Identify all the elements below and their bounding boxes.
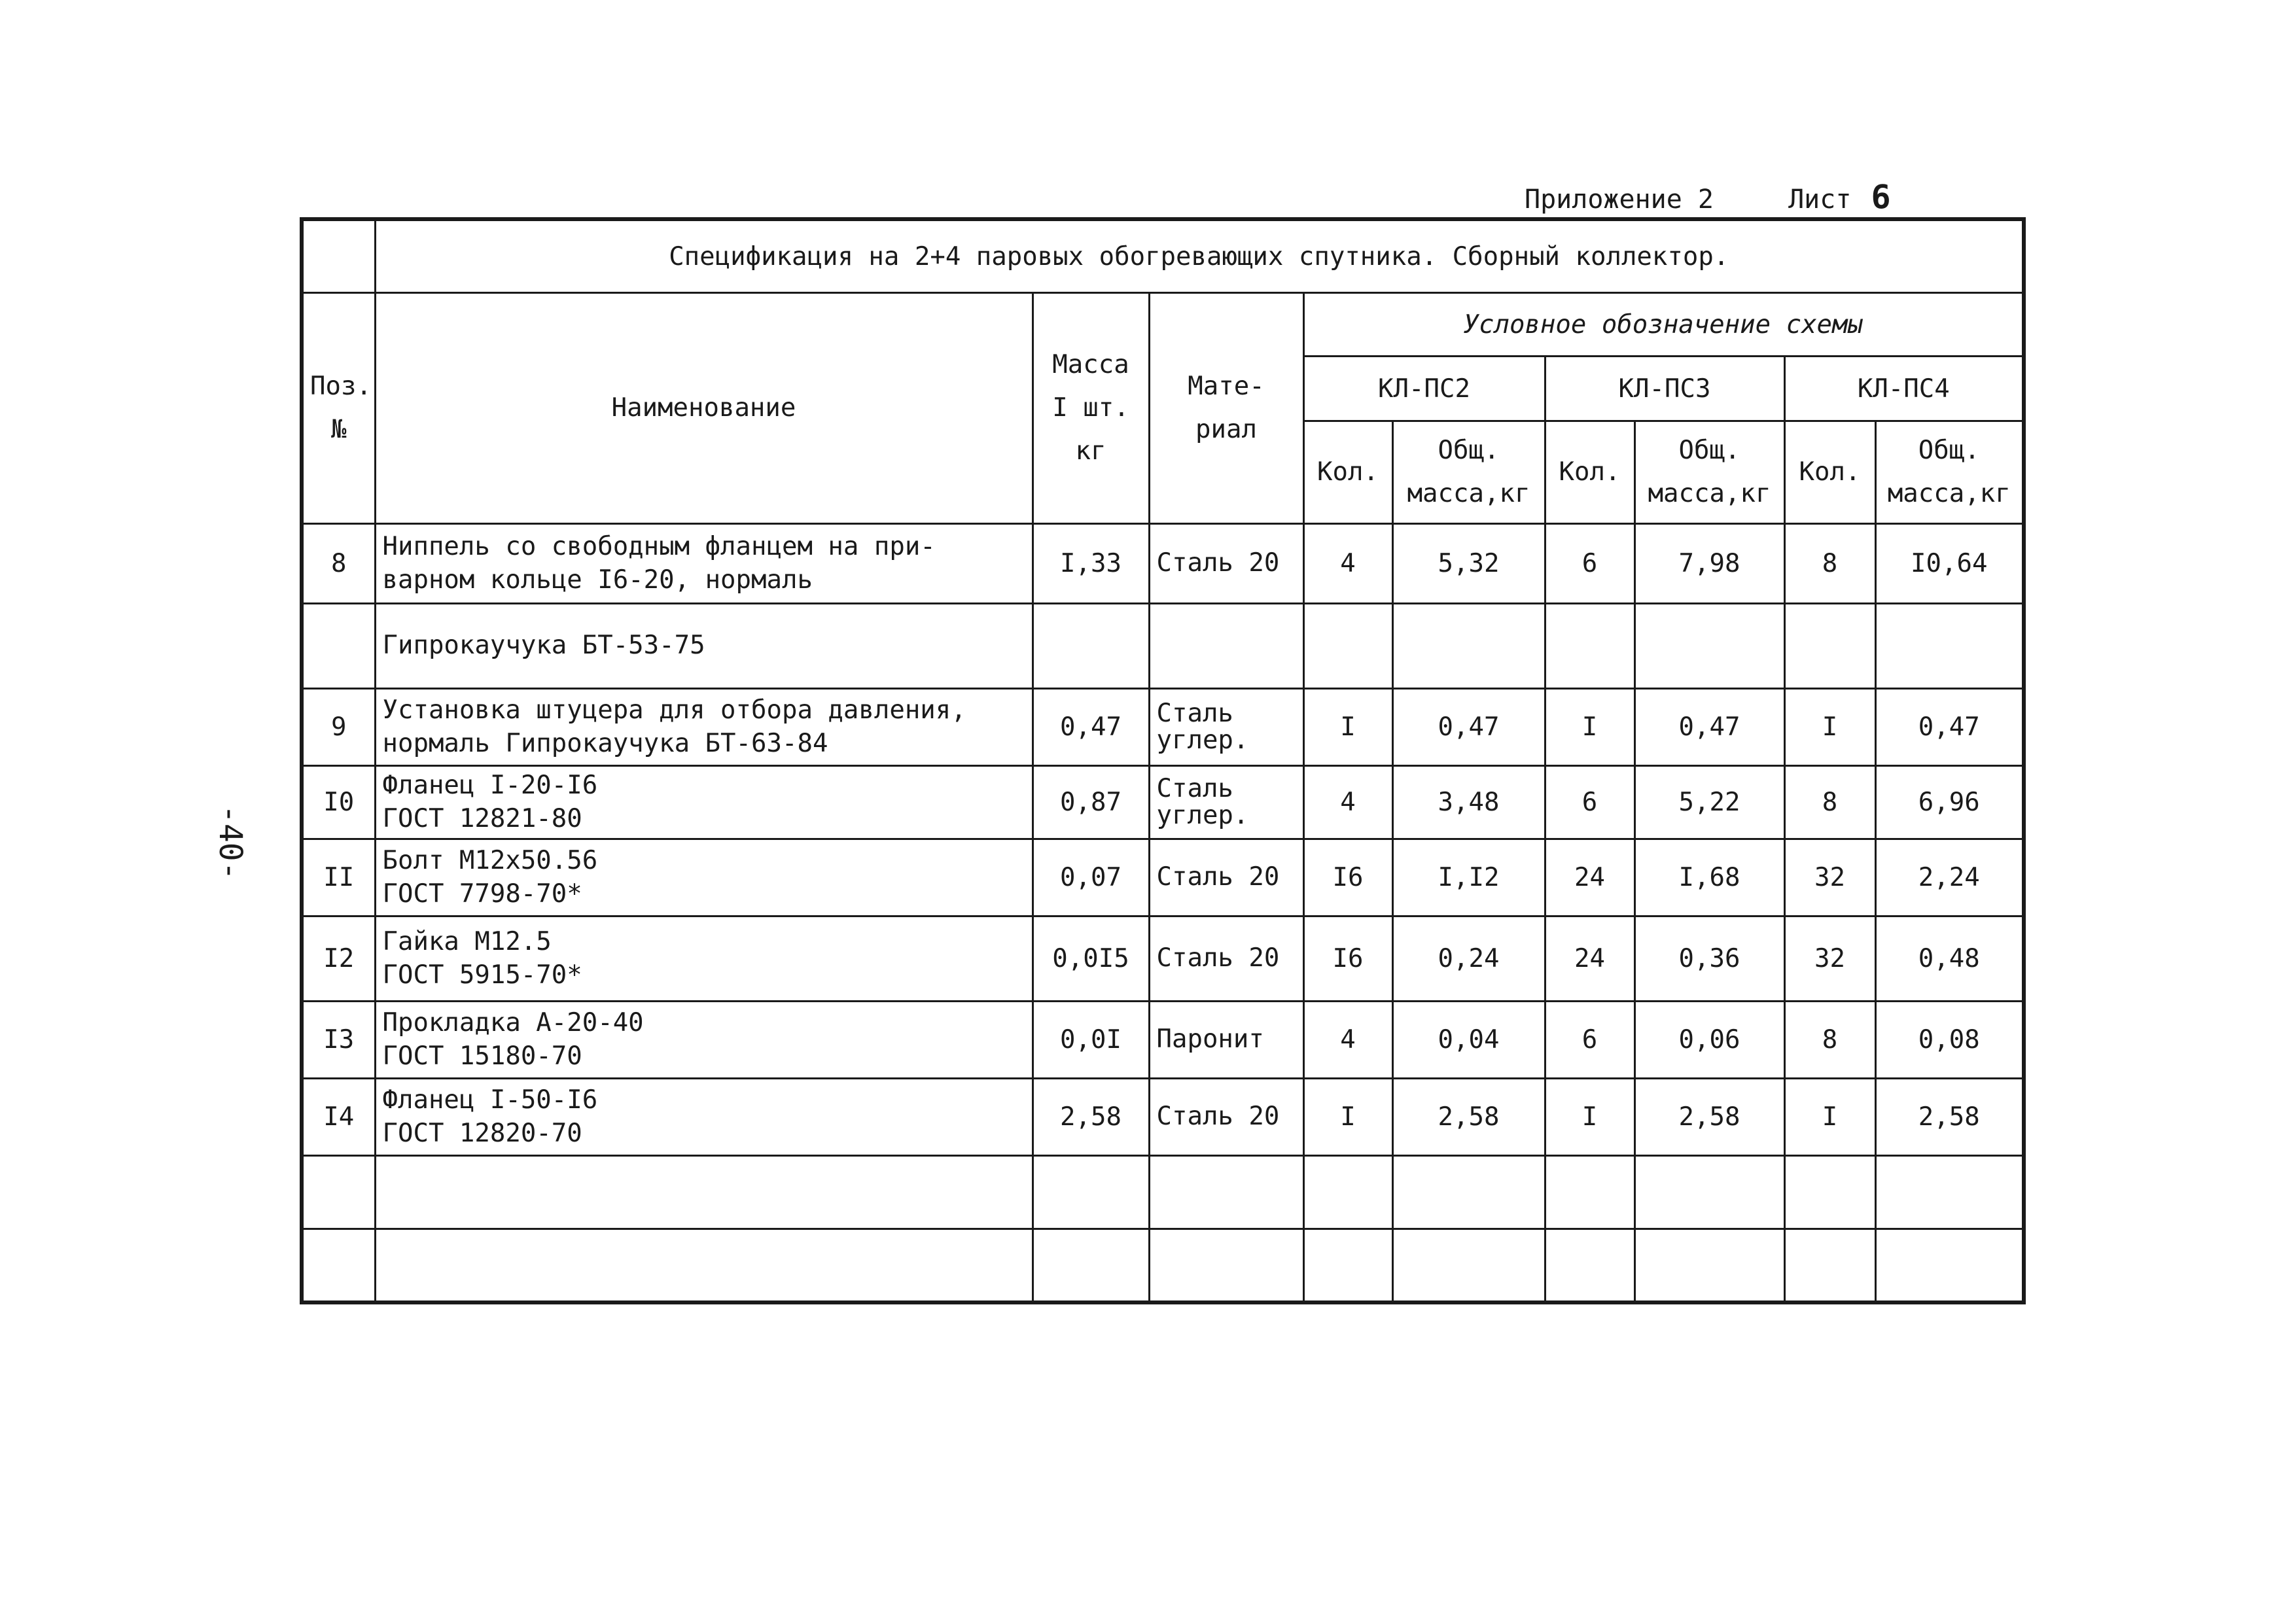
mass-ps2-cell: I,I2 bbox=[1392, 839, 1545, 916]
unit-mass-cell: 0,0I5 bbox=[1033, 916, 1149, 1002]
empty-cell bbox=[1149, 1156, 1303, 1229]
header-pos: Поз. № bbox=[302, 293, 375, 524]
mass-ps3-cell: 5,22 bbox=[1634, 766, 1784, 839]
pos-cell: I3 bbox=[302, 1002, 375, 1079]
empty-cell bbox=[1875, 1229, 2024, 1302]
qty-ps3-cell: 6 bbox=[1545, 524, 1634, 604]
empty-cell bbox=[1784, 1156, 1875, 1229]
name-line: ГОСТ 5915-70* bbox=[382, 960, 582, 990]
mass-ps4-cell: I0,64 bbox=[1875, 524, 2024, 604]
mass-ps2-cell: 5,32 bbox=[1392, 524, 1545, 604]
qty-ps2-cell: I6 bbox=[1303, 916, 1392, 1002]
empty-cell bbox=[1033, 1229, 1149, 1302]
unit-mass-cell bbox=[1033, 604, 1149, 689]
name-line: ГОСТ 15180-70 bbox=[382, 1041, 582, 1071]
mass-ps4-cell: 0,48 bbox=[1875, 916, 2024, 1002]
qty-ps3-cell bbox=[1545, 604, 1634, 689]
empty-cell bbox=[1303, 1156, 1392, 1229]
qty-ps4-cell: 8 bbox=[1784, 766, 1875, 839]
table-row bbox=[302, 1002, 2024, 1079]
pos-cell bbox=[302, 604, 375, 689]
name-cell bbox=[375, 766, 1033, 839]
name-cell bbox=[375, 604, 1033, 689]
material-line: Сталь 20 bbox=[1156, 548, 1280, 578]
mass-ps2-cell: 0,47 bbox=[1392, 689, 1545, 766]
material-cell bbox=[1149, 604, 1303, 689]
mass-ps3-cell: 0,36 bbox=[1634, 916, 1784, 1002]
mass-ps4-cell: 2,24 bbox=[1875, 839, 2024, 916]
table-title: Спецификация на 2+4 паровых обогревающих спутника. Сборный коллектор. bbox=[375, 219, 2024, 293]
material-line: углер. bbox=[1156, 800, 1249, 830]
name-cell bbox=[375, 524, 1033, 604]
header-total-mass-ps2: Общ. масса,кг bbox=[1392, 421, 1545, 524]
mass-ps4-cell bbox=[1875, 604, 2024, 689]
mass-ps4-cell: 2,58 bbox=[1875, 1079, 2024, 1156]
specification-body bbox=[302, 524, 2024, 1302]
pos-cell: 9 bbox=[302, 689, 375, 766]
name-line: Прокладка А-20-40 bbox=[382, 1008, 644, 1038]
header-row-scheme bbox=[302, 293, 2024, 357]
material-line: Сталь 20 bbox=[1156, 862, 1280, 892]
pos-cell: 8 bbox=[302, 524, 375, 604]
empty-cell bbox=[302, 1156, 375, 1229]
empty-cell bbox=[1545, 1229, 1634, 1302]
header-scheme-ps2: КЛ-ПС2 bbox=[1303, 357, 1545, 421]
qty-ps3-cell: 24 bbox=[1545, 916, 1634, 1002]
header-qty-ps3: Кол. bbox=[1545, 421, 1634, 524]
qty-ps4-cell: I bbox=[1784, 1079, 1875, 1156]
material-cell bbox=[1149, 689, 1303, 766]
qty-ps2-cell bbox=[1303, 604, 1392, 689]
material-cell bbox=[1149, 1079, 1303, 1156]
material-cell bbox=[1149, 916, 1303, 1002]
qty-ps4-cell bbox=[1784, 604, 1875, 689]
empty-cell bbox=[1392, 1156, 1545, 1229]
name-line: Фланец I-50-I6 bbox=[382, 1085, 598, 1115]
name-line: Гипрокаучука БТ-53-75 bbox=[382, 631, 705, 661]
table-row bbox=[302, 689, 2024, 766]
mass-ps2-cell: 2,58 bbox=[1392, 1079, 1545, 1156]
table-row bbox=[302, 604, 2024, 689]
sheet-label: Лист bbox=[1788, 184, 1852, 215]
qty-ps2-cell: I6 bbox=[1303, 839, 1392, 916]
qty-ps2-cell: I bbox=[1303, 1079, 1392, 1156]
mass-ps3-cell: 7,98 bbox=[1634, 524, 1784, 604]
title-blank-cell bbox=[302, 219, 375, 293]
pos-cell: I4 bbox=[302, 1079, 375, 1156]
empty-row bbox=[302, 1156, 2024, 1229]
unit-mass-cell: 0,47 bbox=[1033, 689, 1149, 766]
page-header bbox=[1525, 178, 1891, 216]
header-material: Мате- риал bbox=[1149, 293, 1303, 524]
unit-mass-cell: I,33 bbox=[1033, 524, 1149, 604]
name-line: Установка штуцера для отбора давления, bbox=[382, 695, 966, 725]
table-row bbox=[302, 524, 2024, 604]
material-line: Сталь bbox=[1156, 698, 1233, 728]
qty-ps3-cell: I bbox=[1545, 689, 1634, 766]
mass-ps2-cell: 0,04 bbox=[1392, 1002, 1545, 1079]
mass-ps3-cell: 0,06 bbox=[1634, 1002, 1784, 1079]
material-line: Сталь 20 bbox=[1156, 1102, 1280, 1132]
name-line: Гайка М12.5 bbox=[382, 927, 552, 957]
mass-ps3-cell: 0,47 bbox=[1634, 689, 1784, 766]
name-line: ГОСТ 12820-70 bbox=[382, 1118, 582, 1148]
empty-cell bbox=[1634, 1229, 1784, 1302]
name-line: нормаль Гипрокаучука БТ-63-84 bbox=[382, 728, 828, 758]
table-row bbox=[302, 839, 2024, 916]
header-scheme-ps3: КЛ-ПС3 bbox=[1545, 357, 1784, 421]
material-line: Сталь 20 bbox=[1156, 943, 1280, 973]
mass-ps3-cell: I,68 bbox=[1634, 839, 1784, 916]
qty-ps4-cell: I bbox=[1784, 689, 1875, 766]
specification-table bbox=[300, 217, 2026, 1304]
material-line: углер. bbox=[1156, 725, 1249, 755]
header-qty-ps2: Кол. bbox=[1303, 421, 1392, 524]
empty-cell bbox=[1149, 1229, 1303, 1302]
material-line: Сталь bbox=[1156, 773, 1233, 803]
unit-mass-cell: 2,58 bbox=[1033, 1079, 1149, 1156]
qty-ps4-cell: 8 bbox=[1784, 1002, 1875, 1079]
empty-cell bbox=[1392, 1229, 1545, 1302]
qty-ps2-cell: 4 bbox=[1303, 766, 1392, 839]
table-row bbox=[302, 1079, 2024, 1156]
qty-ps3-cell: 6 bbox=[1545, 1002, 1634, 1079]
name-line: Болт М12х50.56 bbox=[382, 846, 598, 876]
appendix-label: Приложение 2 bbox=[1525, 184, 1714, 215]
material-cell bbox=[1149, 524, 1303, 604]
qty-ps4-cell: 32 bbox=[1784, 839, 1875, 916]
table-row bbox=[302, 766, 2024, 839]
name-cell bbox=[375, 1079, 1033, 1156]
empty-cell bbox=[1033, 1156, 1149, 1229]
mass-ps4-cell: 6,96 bbox=[1875, 766, 2024, 839]
empty-cell bbox=[302, 1229, 375, 1302]
header-total-mass-ps4: Общ. масса,кг bbox=[1875, 421, 2024, 524]
mass-ps2-cell: 0,24 bbox=[1392, 916, 1545, 1002]
mass-ps4-cell: 0,08 bbox=[1875, 1002, 2024, 1079]
name-line: Фланец I-20-I6 bbox=[382, 771, 598, 800]
mass-ps4-cell: 0,47 bbox=[1875, 689, 2024, 766]
name-line: ГОСТ 7798-70* bbox=[382, 879, 582, 909]
empty-cell bbox=[375, 1156, 1033, 1229]
material-line: Паронит bbox=[1156, 1024, 1264, 1055]
qty-ps3-cell: 6 bbox=[1545, 766, 1634, 839]
header-name: Наименование bbox=[375, 293, 1033, 524]
qty-ps4-cell: 32 bbox=[1784, 916, 1875, 1002]
empty-cell bbox=[1303, 1229, 1392, 1302]
mass-ps2-cell: 3,48 bbox=[1392, 766, 1545, 839]
mass-ps2-cell bbox=[1392, 604, 1545, 689]
empty-cell bbox=[1784, 1229, 1875, 1302]
name-cell bbox=[375, 916, 1033, 1002]
side-page-number: -40- bbox=[212, 805, 249, 881]
material-cell bbox=[1149, 766, 1303, 839]
mass-ps3-cell bbox=[1634, 604, 1784, 689]
header-qty-ps4: Кол. bbox=[1784, 421, 1875, 524]
pos-cell: I0 bbox=[302, 766, 375, 839]
name-cell bbox=[375, 1002, 1033, 1079]
empty-cell bbox=[1545, 1156, 1634, 1229]
header-mass: Масса I шт. кг bbox=[1033, 293, 1149, 524]
mass-ps3-cell: 2,58 bbox=[1634, 1079, 1784, 1156]
empty-cell bbox=[1875, 1156, 2024, 1229]
name-cell bbox=[375, 839, 1033, 916]
empty-row bbox=[302, 1229, 2024, 1302]
pos-cell: I2 bbox=[302, 916, 375, 1002]
unit-mass-cell: 0,0I bbox=[1033, 1002, 1149, 1079]
name-line: варном кольце I6-20, нормаль bbox=[382, 565, 813, 595]
qty-ps2-cell: I bbox=[1303, 689, 1392, 766]
title-row bbox=[302, 219, 2024, 293]
qty-ps3-cell: 24 bbox=[1545, 839, 1634, 916]
qty-ps3-cell: I bbox=[1545, 1079, 1634, 1156]
header-scheme-ps4: КЛ-ПС4 bbox=[1784, 357, 2024, 421]
empty-cell bbox=[375, 1229, 1033, 1302]
sheet-number: 6 bbox=[1871, 178, 1891, 216]
qty-ps2-cell: 4 bbox=[1303, 524, 1392, 604]
qty-ps4-cell: 8 bbox=[1784, 524, 1875, 604]
table-row bbox=[302, 916, 2024, 1002]
material-cell bbox=[1149, 1002, 1303, 1079]
header-scheme-title: Условное обозначение схемы bbox=[1303, 293, 2024, 357]
header-total-mass-ps3: Общ. масса,кг bbox=[1634, 421, 1784, 524]
empty-cell bbox=[1634, 1156, 1784, 1229]
unit-mass-cell: 0,07 bbox=[1033, 839, 1149, 916]
name-line: ГОСТ 12821-80 bbox=[382, 803, 582, 833]
pos-cell: II bbox=[302, 839, 375, 916]
name-cell bbox=[375, 689, 1033, 766]
material-cell bbox=[1149, 839, 1303, 916]
name-line: Ниппель со свободным фланцем на при- bbox=[382, 531, 936, 561]
unit-mass-cell: 0,87 bbox=[1033, 766, 1149, 839]
qty-ps2-cell: 4 bbox=[1303, 1002, 1392, 1079]
